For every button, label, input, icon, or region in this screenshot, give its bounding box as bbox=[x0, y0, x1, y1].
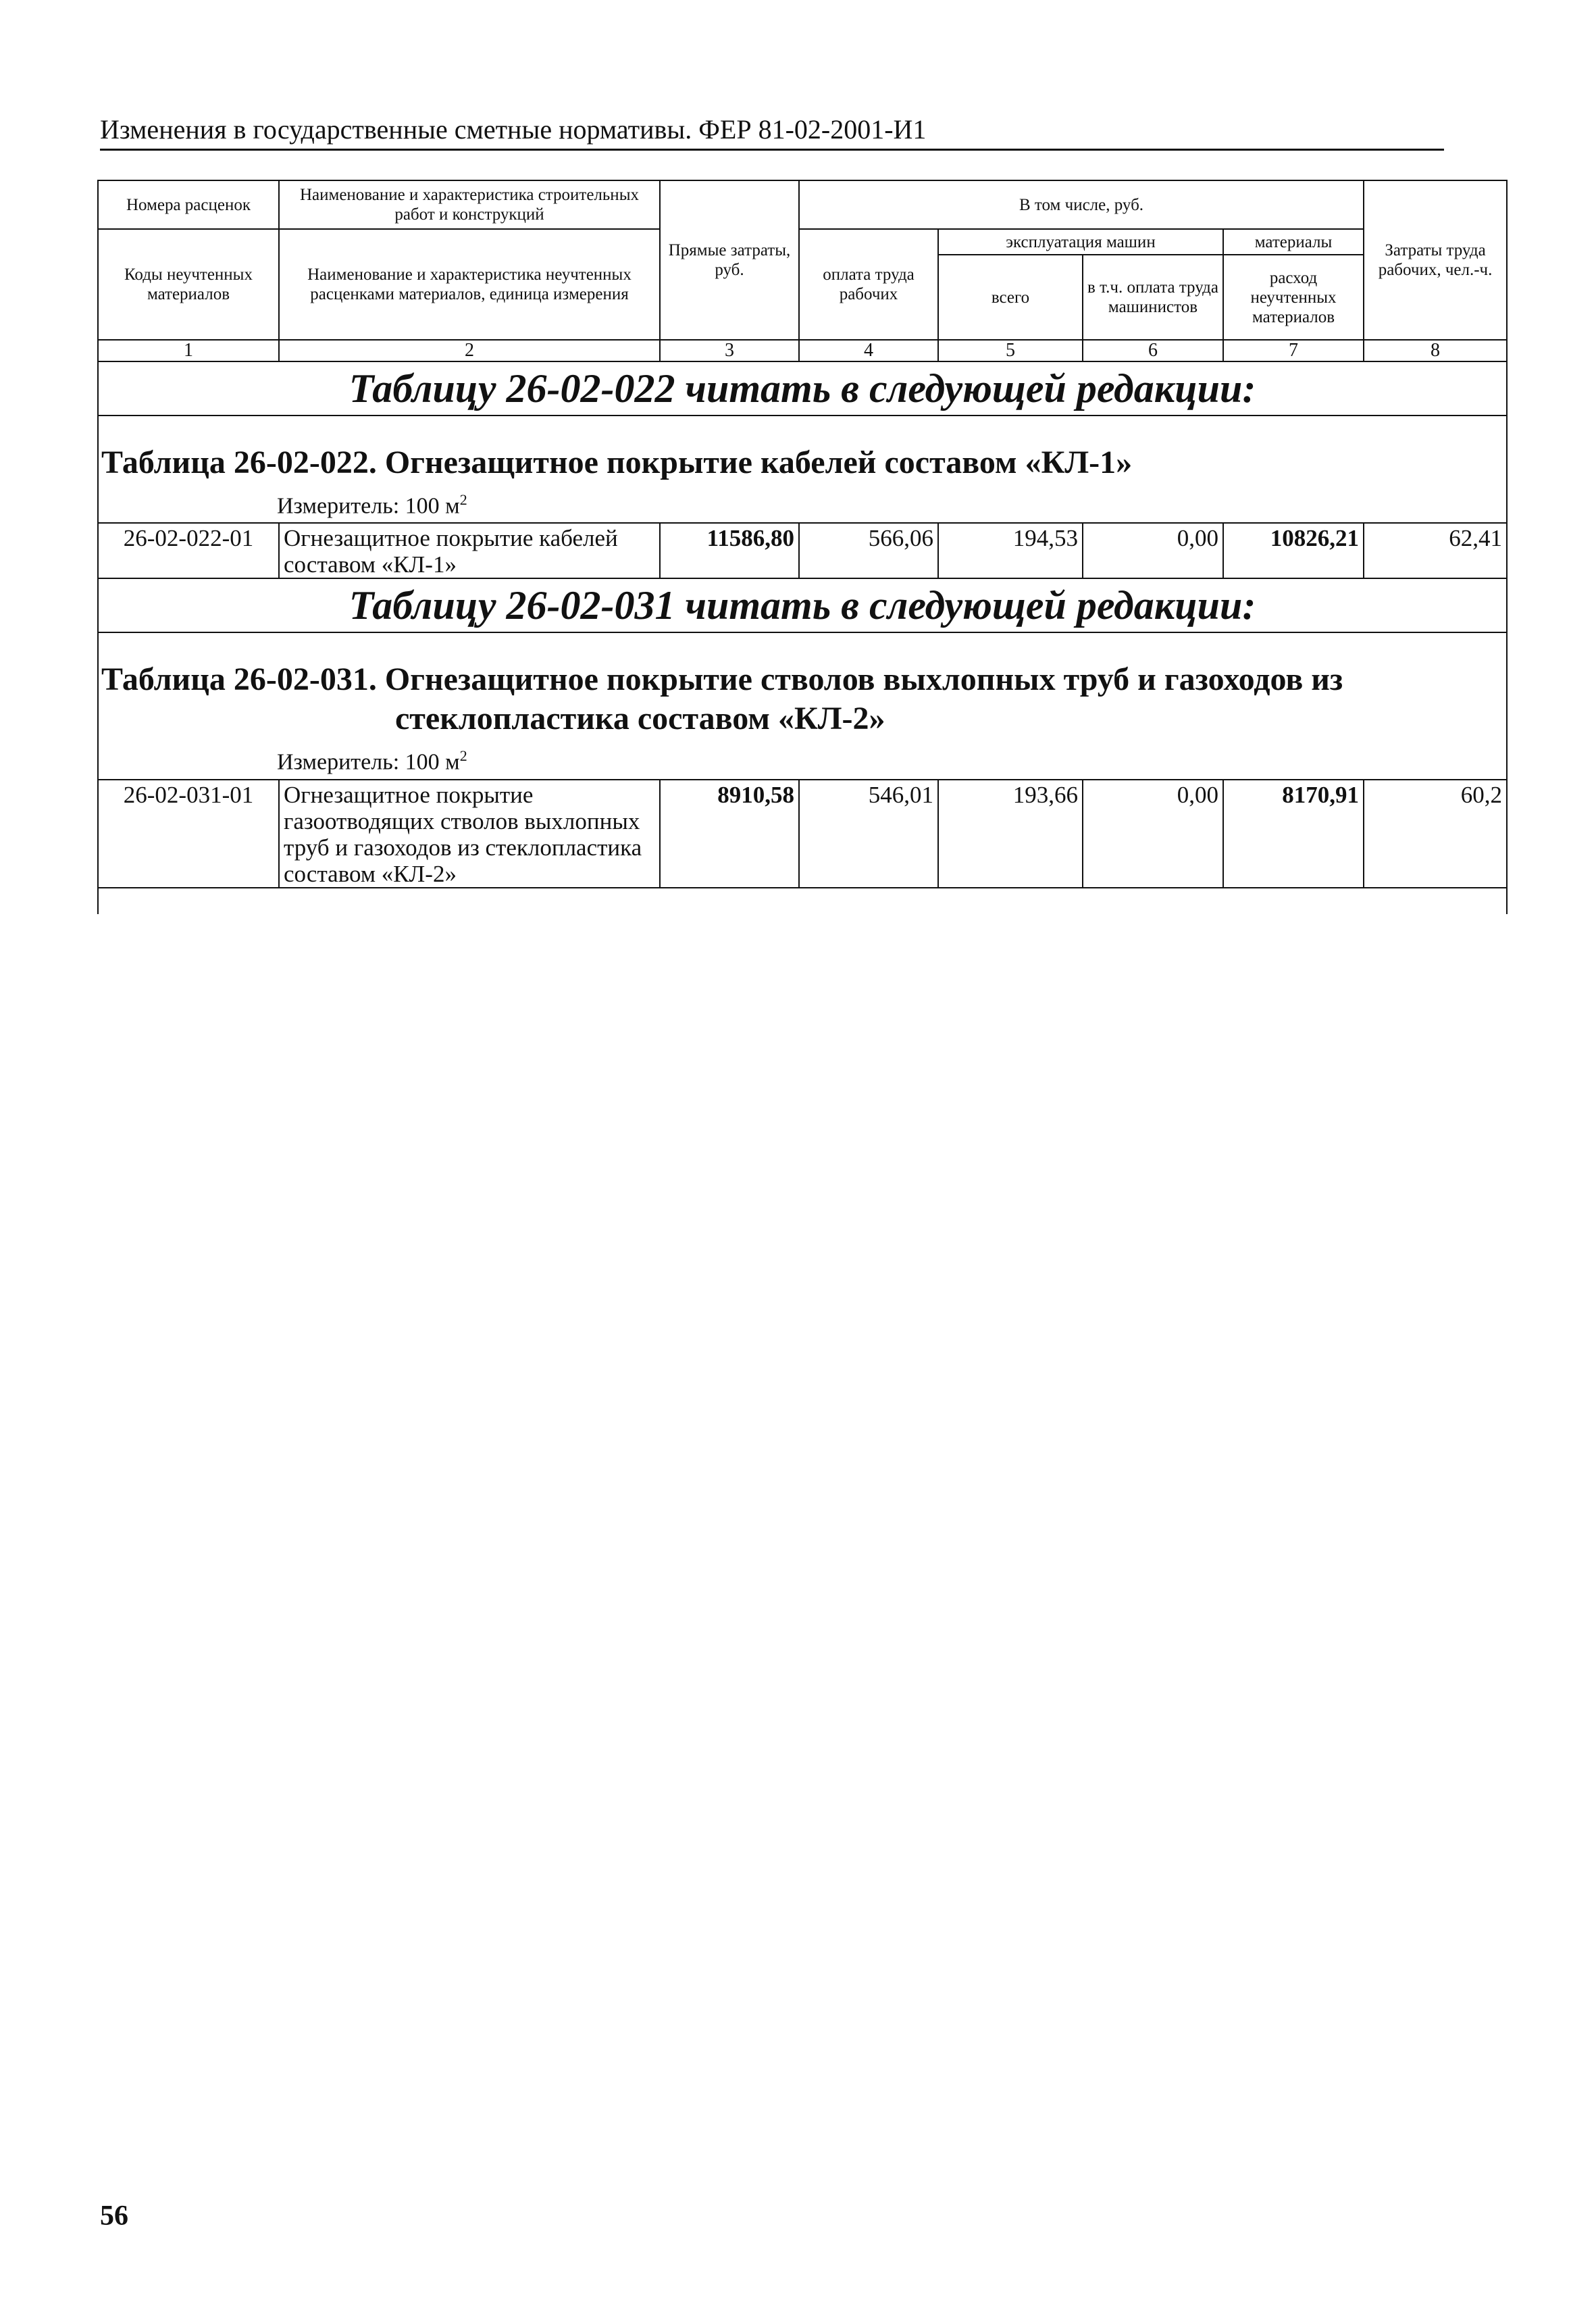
page-number: 56 bbox=[100, 2200, 128, 2232]
rate-code: 26-02-022-01 bbox=[98, 523, 279, 578]
section-banner: Таблицу 26-02-031 читать в следующей редакции: bbox=[98, 578, 1507, 632]
column-number: 8 bbox=[1364, 340, 1507, 361]
column-number: 2 bbox=[279, 340, 660, 361]
col-header-rate-numbers: Номера расценок bbox=[98, 180, 279, 229]
machinists-pay-value: 0,00 bbox=[1083, 780, 1223, 888]
labor-pay-value: 566,06 bbox=[799, 523, 938, 578]
rates-table bbox=[97, 180, 1508, 914]
section-title-line1: Таблица 26-02-031. Огнезащитное покрытие стволов выхлопных труб и газоходов из bbox=[101, 661, 1343, 698]
labor-hours-value: 60,2 bbox=[1364, 780, 1507, 888]
table-row bbox=[98, 523, 1507, 578]
col-header-material-codes: Коды неучтенных материалов bbox=[98, 229, 279, 340]
rate-code: 26-02-031-01 bbox=[98, 780, 279, 888]
machines-total-value: 193,66 bbox=[938, 780, 1083, 888]
labor-pay-value: 546,01 bbox=[799, 780, 938, 888]
unit-measure bbox=[98, 738, 1507, 779]
column-number: 6 bbox=[1083, 340, 1223, 361]
column-number: 4 bbox=[799, 340, 938, 361]
col-header-machinists-pay: в т.ч. оплата труда машинистов bbox=[1083, 255, 1223, 340]
table-row bbox=[98, 780, 1507, 888]
labor-hours-value: 62,41 bbox=[1364, 523, 1507, 578]
section-banner: Таблицу 26-02-022 читать в следующей редакции: bbox=[98, 361, 1507, 416]
column-numbers-row bbox=[98, 340, 1507, 361]
col-header-materials: материалы bbox=[1223, 229, 1364, 255]
direct-costs-value: 11586,80 bbox=[660, 523, 799, 578]
table-continuation bbox=[98, 888, 1507, 914]
table-continuation-cell bbox=[98, 888, 1507, 914]
col-header-material-name: Наименование и характеристика неучтенных расценками материалов, единица измерения bbox=[279, 229, 660, 340]
column-number: 5 bbox=[938, 340, 1083, 361]
unit-exponent: 2 bbox=[459, 491, 467, 508]
rate-name: Огнезащитное покрытие кабелей составом «КЛ-1» bbox=[279, 523, 660, 578]
unit-label: Измеритель: 100 м bbox=[277, 493, 460, 519]
running-header: Изменения в государственные сметные нормативы. ФЕР 81-02-2001-И1 bbox=[100, 114, 1444, 151]
unit-label: Измеритель: 100 м bbox=[277, 749, 460, 775]
section-title-text bbox=[101, 660, 1503, 738]
col-header-machines-total: всего bbox=[938, 255, 1083, 340]
unit-exponent: 2 bbox=[459, 747, 467, 765]
unit-measure bbox=[98, 482, 1507, 523]
column-number: 3 bbox=[660, 340, 799, 361]
col-header-labor-hours: Затраты труда рабочих, чел.-ч. bbox=[1364, 180, 1507, 340]
materials-value: 8170,91 bbox=[1223, 780, 1364, 888]
section-title bbox=[98, 632, 1507, 738]
column-number: 1 bbox=[98, 340, 279, 361]
column-number: 7 bbox=[1223, 340, 1364, 361]
col-header-labor-pay: оплата труда рабочих bbox=[799, 229, 938, 340]
direct-costs-value: 8910,58 bbox=[660, 780, 799, 888]
materials-value: 10826,21 bbox=[1223, 523, 1364, 578]
rate-name: Огнезащитное покрытие газоотводящих стволов выхлопных труб и газоходов из стеклопластика составом «КЛ-2» bbox=[279, 780, 660, 888]
col-header-work-name: Наименование и характеристика строительных работ и конструкций bbox=[279, 180, 660, 229]
col-header-unaccounted-materials: расход неучтенных материалов bbox=[1223, 255, 1364, 340]
col-header-direct-costs: Прямые затраты, руб. bbox=[660, 180, 799, 340]
machines-total-value: 194,53 bbox=[938, 523, 1083, 578]
section-title-line2: стеклопластика составом «КЛ-2» bbox=[395, 701, 885, 737]
machinists-pay-value: 0,00 bbox=[1083, 523, 1223, 578]
col-header-including: В том числе, руб. bbox=[799, 180, 1364, 229]
section-title-text: Таблица 26-02-022. Огнезащитное покрытие кабелей составом «КЛ-1» bbox=[101, 445, 1133, 480]
section-title bbox=[98, 416, 1507, 482]
col-header-machines: эксплуатация машин bbox=[938, 229, 1223, 255]
